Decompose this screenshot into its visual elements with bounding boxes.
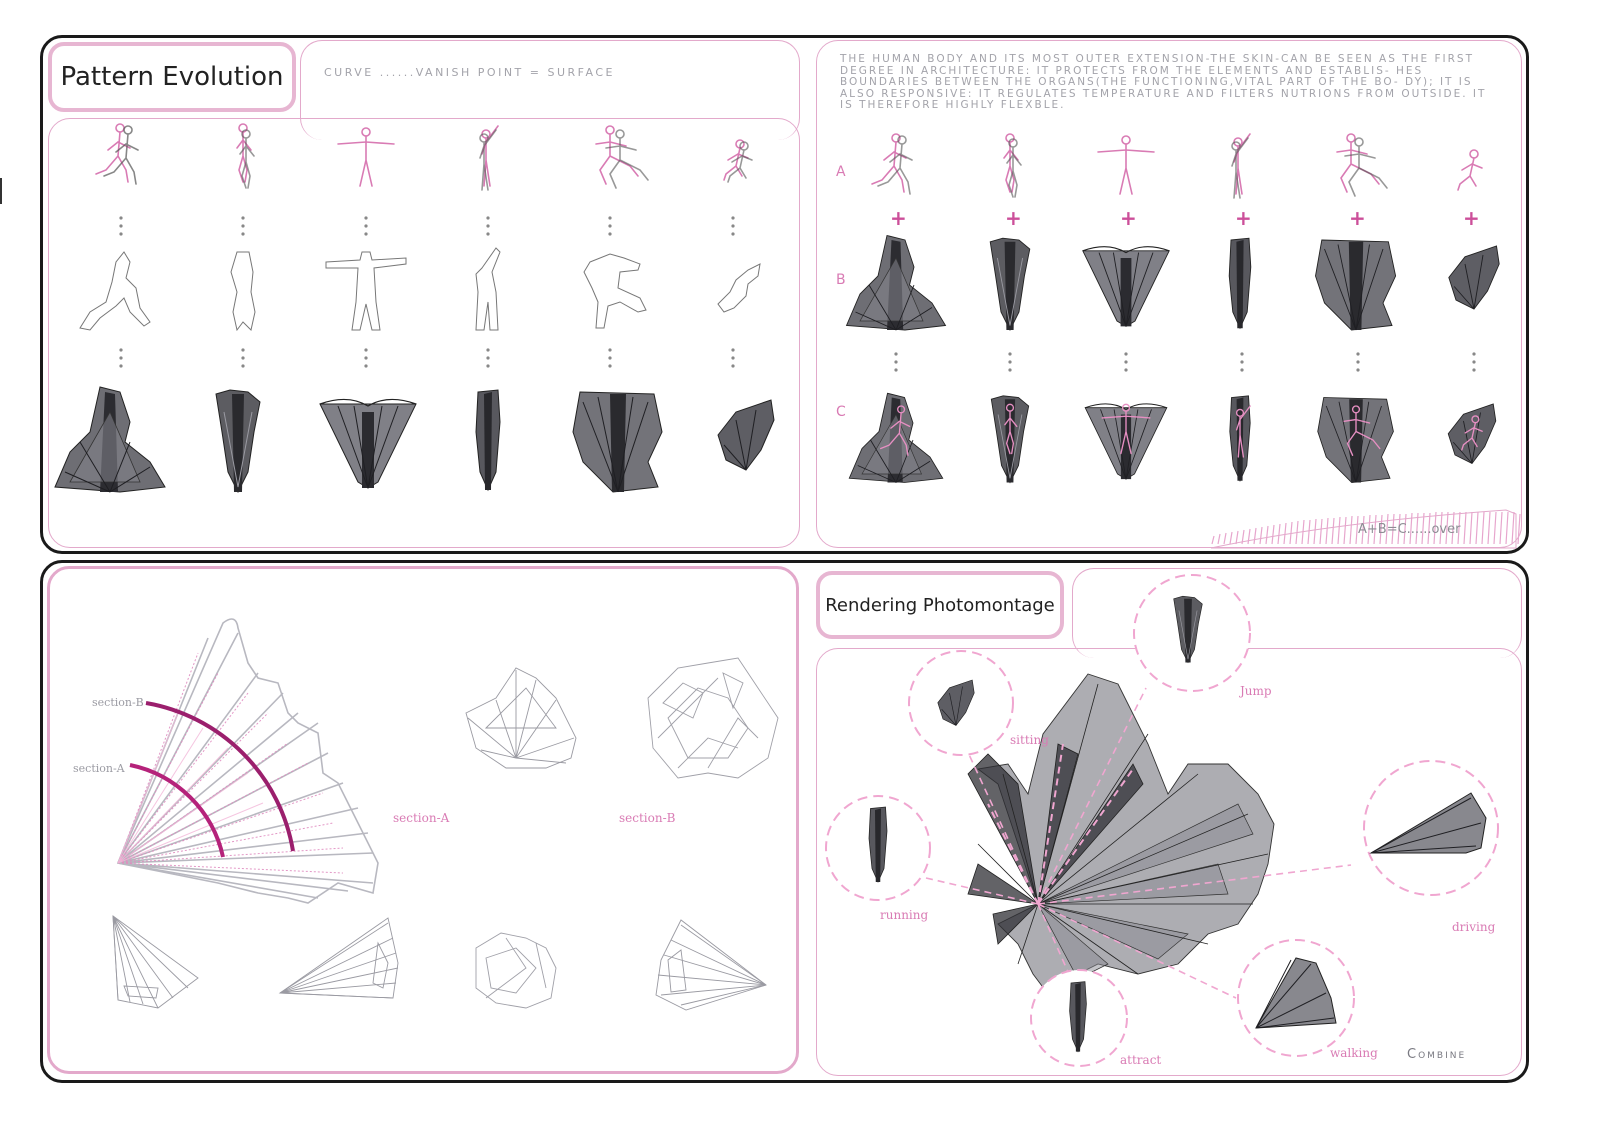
stick-figure-t-pose <box>338 128 394 186</box>
body-description: THE HUMAN BODY AND ITS MOST OUTER EXTENSION-THE SKIN-CAN BE SEEN AS THE FIRST DEGREE IN ARCHITECTURE: IT PROTECTS FROM THE ELEMENTS AND ESTABLIS- HES BOUNDARIES BETWEEN THE ORGANS(THE FUNCTIONING,VITAL PART OF THE BO- DY); IT IS ALSO RESPONSIVE: IT REGULATES TEMPERATURE AND FILTERS NUTRIONS FROM OUTSIDE. IT IS THEREFORE HIGHLY FLEXBLE. <box>840 53 1487 111</box>
plus-sign: + <box>1120 206 1137 230</box>
combined-c-kick <box>1318 398 1394 483</box>
plus-sign: + <box>890 206 907 230</box>
walking-label: walking <box>1330 1046 1378 1060</box>
outline-fan-4 <box>656 920 766 1010</box>
combined-c-stand <box>991 396 1028 483</box>
central-combined-form <box>968 674 1274 994</box>
silhouette-run <box>80 252 150 330</box>
photomontage <box>816 588 1516 1018</box>
walking-circle <box>1238 940 1354 1056</box>
section-b-outline <box>648 658 778 778</box>
silhouette-t-pose <box>326 252 406 330</box>
running-label: running <box>880 908 929 922</box>
formula-text: CURVE ......VANISH POINT = SURFACE <box>324 66 615 79</box>
combine-text: Combine <box>1407 1047 1467 1062</box>
pattern-evolution-title-text: Pattern Evolution <box>60 62 284 92</box>
stick-a-run <box>872 134 912 194</box>
outline-cluster-3 <box>476 933 556 1008</box>
folded-form-small <box>718 400 774 470</box>
running-circle <box>826 796 930 900</box>
edge-mark <box>0 178 2 204</box>
stick-figure-run <box>96 124 138 184</box>
stick-figure-kick <box>596 126 648 188</box>
row-label-c: C <box>836 404 846 420</box>
section-a-arc-label: section-A <box>73 762 125 775</box>
plus-sign: + <box>1005 206 1022 230</box>
section-b-label: section-B <box>619 811 676 825</box>
form-b-kick <box>1316 240 1396 330</box>
sitting-circle <box>909 651 1013 755</box>
section-b-arc-label: section-B <box>92 696 144 709</box>
dotted-connectors-row2 <box>119 348 734 367</box>
dotted-connectors-row1 <box>119 216 734 235</box>
silhouette-small <box>718 264 760 312</box>
attract-label: attract <box>1120 1053 1162 1067</box>
jump-circle <box>1134 575 1250 691</box>
section-a-label: section-A <box>393 811 450 825</box>
combined-c-small <box>1448 404 1496 464</box>
stick-figure-small <box>724 140 752 182</box>
folded-form-stand <box>216 390 260 492</box>
combined-c-run <box>849 393 943 482</box>
pattern-evolution-title <box>48 42 296 112</box>
outline-fan-1 <box>113 916 198 1008</box>
folded-form-run <box>55 387 165 492</box>
attract-circle <box>1031 970 1127 1066</box>
silhouette-kick <box>584 254 646 328</box>
stick-figure-stand <box>237 124 254 188</box>
combined-c-t-pose <box>1085 404 1167 479</box>
silhouette-stand <box>231 252 255 330</box>
form-b-run <box>847 236 946 331</box>
folded-form-t-pose <box>320 399 416 488</box>
plus-sign: + <box>1235 206 1252 230</box>
silhouette-reach <box>476 248 500 330</box>
row-label-b: B <box>836 272 846 288</box>
stick-figure-reach <box>480 126 498 190</box>
folded-form-kick <box>573 392 662 492</box>
combined-c-reach <box>1230 396 1250 481</box>
stick-a-reach <box>1232 134 1250 198</box>
stick-a-t-pose <box>1098 136 1154 194</box>
driving-circle <box>1364 761 1498 895</box>
stick-a-small <box>1458 150 1482 190</box>
form-b-stand <box>990 238 1030 330</box>
driving-label: driving <box>1452 920 1496 934</box>
plus-sign: + <box>1349 206 1366 230</box>
jump-label: Jump <box>1240 684 1272 698</box>
form-b-small <box>1449 246 1499 309</box>
form-b-reach <box>1229 238 1251 328</box>
dotted-connectors-bc <box>894 352 1475 371</box>
equation-text: A+B=C......over <box>1358 522 1461 537</box>
folded-form-reach <box>476 390 500 490</box>
rendering-photomontage-title-text: Rendering Photomontage <box>825 594 1055 616</box>
row-label-a: A <box>836 164 846 180</box>
outline-fan-2 <box>280 918 398 998</box>
stick-a-stand <box>1004 134 1021 197</box>
pattern-evolution-figures <box>48 120 808 540</box>
abc-figures <box>816 110 1516 530</box>
stick-a-kick <box>1337 134 1387 196</box>
form-b-t-pose <box>1083 247 1169 327</box>
section-fan <box>118 619 378 903</box>
plus-sign: + <box>1463 206 1480 230</box>
sitting-label: sitting <box>1010 733 1049 747</box>
section-a-outline <box>466 668 576 768</box>
